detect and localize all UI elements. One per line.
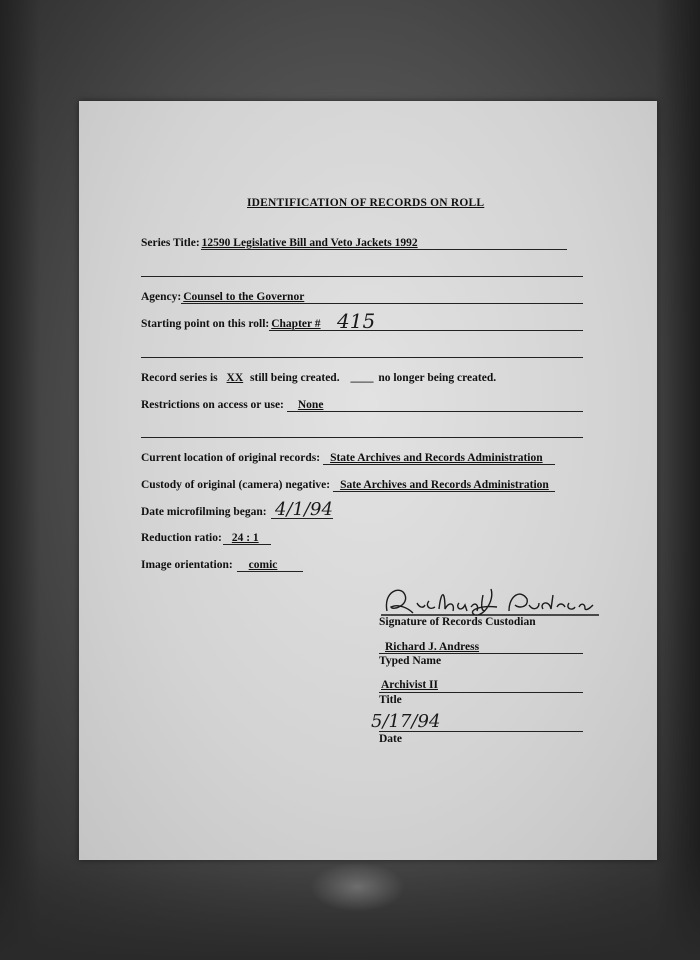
series-title-extra-line	[141, 276, 583, 277]
typed-name-value: Richard J. Andress	[385, 641, 480, 653]
custody-underline	[333, 491, 555, 492]
title-row	[381, 679, 438, 691]
restrictions-extra-line	[141, 437, 583, 438]
film-smudge	[310, 862, 405, 912]
reduction-label: Reduction ratio:	[141, 532, 222, 544]
agency-underline	[181, 303, 583, 304]
date-began-row	[141, 506, 267, 518]
film-edge-left	[0, 0, 40, 960]
orientation-value: comic	[248, 559, 278, 571]
agency-value: Counsel to the Governor	[183, 291, 305, 303]
custody-value: Sate Archives and Records Administration	[340, 479, 549, 491]
typed-name-label: Typed Name	[379, 655, 442, 667]
date-began-label: Date microfilming began:	[141, 506, 267, 518]
date-underline	[379, 731, 583, 732]
title-underline	[379, 692, 583, 693]
current-location-label: Current location of original records:	[141, 452, 321, 464]
series-title-row	[141, 237, 418, 249]
agency-label: Agency:	[141, 291, 182, 303]
title-label-row	[379, 694, 402, 706]
film-edge-right	[655, 0, 700, 960]
record-series-mark: XX	[226, 372, 244, 384]
current-location-value: State Archives and Records Administration	[330, 452, 543, 464]
date-handwritten: 5/17/94	[371, 711, 441, 732]
orientation-label: Image orientation:	[141, 559, 233, 571]
no-longer-being-created: no longer being created.	[378, 372, 497, 384]
no-longer-blank: ____	[350, 372, 374, 384]
restrictions-underline	[287, 411, 583, 412]
series-title-underline	[201, 249, 567, 250]
orientation-underline	[237, 571, 303, 572]
typed-name-label-row	[379, 655, 441, 667]
series-title-value: 12590 Legislative Bill and Veto Jackets 1992	[201, 237, 418, 249]
orientation-row	[141, 559, 277, 571]
form-page	[79, 101, 657, 860]
starting-point-extra-line	[141, 357, 583, 358]
current-location-row	[141, 452, 543, 464]
signature-label: Signature of Records Custodian	[379, 616, 536, 628]
typed-name-row	[385, 641, 479, 653]
starting-point-value: Chapter #	[271, 318, 321, 330]
typed-name-underline	[379, 653, 583, 654]
custody-row	[141, 479, 549, 491]
custody-label: Custody of original (camera) negative:	[141, 479, 331, 491]
handwritten-signature	[379, 581, 604, 621]
restrictions-row	[141, 399, 323, 411]
reduction-underline	[223, 544, 271, 545]
starting-point-underline	[269, 330, 583, 331]
series-title-label: Series Title:	[141, 237, 200, 249]
agency-row	[141, 291, 304, 303]
reduction-value: 24 : 1	[231, 532, 259, 544]
date-began-underline	[271, 518, 333, 519]
date-label-row	[379, 733, 402, 745]
record-series-row	[141, 372, 496, 384]
title-label: Title	[379, 694, 402, 706]
reduction-row	[141, 532, 259, 544]
restrictions-value: None	[297, 399, 324, 411]
still-being-created: still being created.	[250, 372, 340, 384]
record-series-label: Record series is	[141, 372, 218, 384]
date-label: Date	[379, 733, 402, 745]
restrictions-label: Restrictions on access or use:	[141, 399, 284, 411]
starting-point-handwritten: 415	[337, 309, 376, 333]
title-value: Archivist II	[381, 679, 438, 691]
current-location-underline	[323, 464, 555, 465]
form-title: IDENTIFICATION OF RECORDS ON ROLL	[247, 197, 485, 209]
signature-label-row	[379, 616, 536, 628]
starting-point-row	[141, 318, 321, 330]
starting-point-label: Starting point on this roll:	[141, 318, 270, 330]
date-began-handwritten: 4/1/94	[275, 499, 333, 520]
